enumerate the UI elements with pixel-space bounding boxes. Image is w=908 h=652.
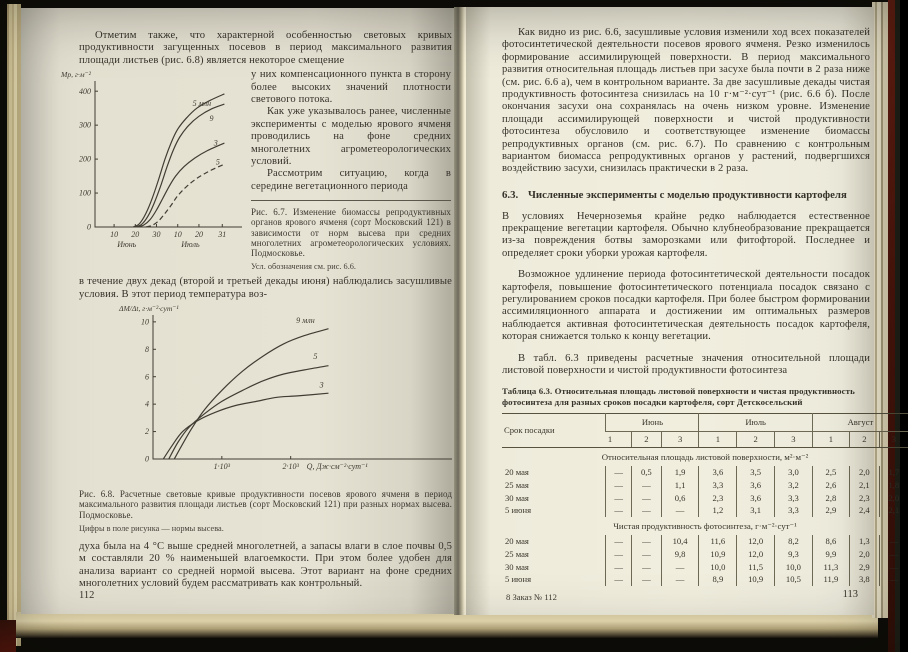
series-label: 5 [215,157,220,167]
page-gutter [454,7,466,615]
fig-6-7 [57,69,251,271]
table-cell: — [632,573,662,586]
table-decade-header: 3 [775,431,813,448]
table-cell: 0,5 [632,466,662,479]
table-cell: — [661,573,699,586]
table-row-label: 30 мая [505,492,529,503]
table-cell: — [606,479,632,492]
fig-6-8-caption: Рис. 6.8. Расчетные световые кривые продуктивности посевов ярового ячменя в период максимального развития площади листьев (сорт Московский 121) при разных нормах высева. Подмосковье. [79,489,452,520]
fig68-svg [113,303,453,485]
table-cell: 10,0 [775,561,813,574]
table-decade-header: 1 [812,431,849,448]
table-cell: 10,0 [699,561,737,574]
table-cell: 2,0 [850,466,880,479]
table-section-row [502,448,908,466]
table-decade-header: 2 [632,431,662,448]
section-title: Численные эксперименты с моделью продуктивности картофеля [528,188,847,201]
table-cell: 2,1 [879,504,908,517]
fig-6-7-chart [57,69,251,261]
fig67-svg [57,69,243,261]
paragraph-drought-results: Как видно из рис. 6.6, засушливые условия изменили ход всех показателей фотосинтетической деятельности посевов ярового ячменя. Резко изменилось формирование ассимилирующей поверхности. В период максимального развития относительная площадь листьев при засухе была почти в 2 раза ниже (см. рис. 6.6 а), чем в контрольном варианте. За две засушливые декады чистая продуктивность фотосинтеза снизилась на 10 г·м⁻²·сут⁻¹ (рис. 6.6 б). После окончания засухи она сохранялась на очень низком уровне. Изменение площади ассимилирующей поверхности и чистой продуктивности фотосинтеза обусловило и соответствующее изменение биомассы репродуктивных органов (см. рис. 6.7). По сравнению с контрольным вариантом биомасса репродуктивных органов у растений, подвергшихся воздействию засухи, снизилась практически в 2 раза. [502,27,870,175]
table-cell: 10,5 [775,573,813,586]
paragraph-drought-decades: в течение двух декад (второй и третьей декады июня) наблюдались засушливые условия. В этот период температура воз- [79,276,452,300]
table-decade-header: 1 [606,431,632,448]
table-cell: 3,1 [737,504,775,517]
y-tick-label: 0 [87,222,91,232]
table-row [502,466,908,479]
fig-6-7-caption: Рис. 6.7. Изменение биомассы репродуктивных органов ярового ячменя (сорт Московский 121) в зависимости от норм высева при средних многолетних агрометеорологических условиях. Подмосковье. [251,200,451,258]
y-tick-label: 400 [79,86,91,96]
y-axis-label: ΔM/Δt, г·м⁻²·сут⁻¹ [119,304,179,314]
x-tick-label: 2·10³ [282,462,299,472]
x-tick-label: 31 [218,230,227,240]
table-cell: — [661,504,699,517]
page-number-112: 112 [79,590,95,601]
section-number: 6.3. [502,188,519,201]
x-month-label: Июнь [117,240,137,250]
table-cell: — [879,573,908,586]
table-cell: 1,2 [699,504,737,517]
table-section-title: Относительная площадь листовой поверхности, м²·м⁻² [601,452,809,463]
table-cell: — [632,479,662,492]
table-cell: 1,9 [661,466,699,479]
right-page-content [466,7,900,586]
table-month-header: Август [812,413,908,431]
series-label: 9 млн [296,316,315,326]
series-label: 9 [209,114,214,124]
y-tick-label: 100 [79,188,91,198]
table-6-3-title: Таблица 6.3. Относительная площадь листовой поверхности и чистая продуктивность фотосинтеза для разных сроков посадки картофеля, сорт Детскосельский [502,386,855,408]
y-tick-label: 300 [79,120,91,130]
table-cell: 10,9 [737,573,775,586]
table-cell: 11,3 [812,561,849,574]
axes [95,81,242,227]
table-cell: 1,1 [661,479,699,492]
section-heading-6-3 [502,189,870,202]
series-curve-5 [169,366,329,459]
table-row-label: 25 мая [505,548,529,559]
table-row [502,561,908,574]
left-page [21,8,454,614]
table-cell: 3,3 [699,479,737,492]
table-row [502,492,908,505]
table-cell: 9,3 [775,548,813,561]
paragraph-planting-dates: Возможное удлинение периода фотосинтетической деятельности посадок картофеля, повышение фотосинтетического потенциала посадок связано с регулированием сроков посадки картофеля. При более быстром формировании ассимиляционного аппарата и достижении им оптимальных размеров наблюдается активная фотосинтетическая деятельность посадок картофеля, которая снижается только к концу вегетации. [502,269,870,343]
table-cell: 3,3 [775,504,813,517]
table-cell: 3,6 [737,479,775,492]
table-cell: 3,5 [737,466,775,479]
series-curve-3 [163,393,328,459]
table-row [502,535,908,548]
table-body [502,448,908,586]
table-decade-header: 3 [879,431,908,448]
table-row-label: 20 мая [505,536,529,547]
table-cell: 1,8 [879,479,908,492]
paragraph-compensation-point: у них компенсационного пункта в сторону более высоких значений плотности светового потока. [251,69,451,105]
table-cell: — [606,535,632,548]
table-cell: 8,2 [775,535,813,548]
table-cell: 1,3 [850,535,880,548]
table-cell: — [879,561,908,574]
table-cell: 12,0 [737,535,775,548]
table-row-label: 5 июня [505,505,532,516]
x-month-label: Июль [181,240,200,250]
table-section-row [502,517,908,535]
table-cell: — [606,548,632,561]
paragraph-numeric-experiments: Как уже указывалось ранее, численные эксперименты с моделью ярового ячменя проводились на фоне средних многолетних агрометеорологических условий. [251,106,451,167]
table-month-header: Июль [699,413,812,431]
table-row-label: 5 июня [505,574,532,585]
x-tick-label: 20 [131,230,140,240]
table-cell: 3,2 [775,479,813,492]
table-row [502,479,908,492]
table-cell: 8,9 [699,573,737,586]
series-label: 3 [319,380,324,390]
table-decade-header: 3 [661,431,699,448]
table-cell: — [632,561,662,574]
table-cell: — [606,492,632,505]
y-tick-label: 6 [145,372,149,382]
table-col0-header: Срок посадки [502,413,606,447]
x-tick-label: 30 [152,230,161,240]
table-cell: 8,6 [812,535,849,548]
table-cell: 9,8 [661,548,699,561]
table-month-header: Июнь [606,413,699,431]
paragraph-control-variant: духа была на 4 °С выше средней многолетней, а запасы влаги в слое почвы 0,5 м составляли 20 % наименьшей влагоемкости. При этом более удобен для анализа вариант со средней нормой высева. Этот вариант на фоне средних многолетних условий будем рассматривать как контрольный. [79,540,452,590]
table-row-label: 30 мая [505,561,529,572]
figure-6-7-row [21,69,454,271]
table-row [502,573,908,586]
table-cell: 11,6 [699,535,737,548]
y-tick-label: 0 [145,454,149,464]
table-decade-header: 2 [850,431,880,448]
y-tick-label: 200 [79,154,91,164]
left-page-right-column [251,69,451,271]
paragraph-potato-vegetation: В условиях Нечерноземья крайне редко наблюдается естественное прекращение вегетации картофеля. Обычно клубнеобразование прекращается из-за повреждения ботвы заморозками или фитофторой. Последнее и определяет сроки уборки урожая картофеля. [502,210,870,259]
book-bottom-page-edges [16,612,878,638]
fig-6-8-note: Цифры в поле рисунка — нормы высева. [79,523,224,533]
table-cell: 2,9 [850,561,880,574]
table-cell: — [879,535,908,548]
series-label: 5 [313,351,318,361]
y-tick-label: 2 [145,427,149,437]
table-cell: — [879,548,908,561]
y-tick-label: 10 [141,317,149,327]
x-tick-label: 1·10³ [213,462,231,472]
table-cell: 11,9 [812,573,849,586]
table-cell: 1,7 [879,466,908,479]
table-cell: — [632,548,662,561]
table-cell: 2,6 [812,479,849,492]
table-cell: — [606,504,632,517]
table-cell: 2,3 [850,492,880,505]
table-row [502,504,908,517]
y-tick-label: 8 [145,344,149,354]
table-cell: — [632,492,662,505]
table-cell: 0,6 [661,492,699,505]
table-cell: 3,3 [775,492,813,505]
x-tick-label: 10 [110,230,119,240]
table-cell: 11,5 [737,561,775,574]
series-label: 3 [213,138,218,148]
paragraph-consider-situation: Рассмотрим ситуацию, когда в середине вегетационного периода [251,168,451,192]
table-cell: — [632,535,662,548]
fig-6-8 [113,303,454,485]
fig-6-7-note: Усл. обозначения см. рис. 6.6. [251,262,357,272]
fig-6-8-chart [113,303,454,485]
paragraph-light-curves: Отметим также, что характерной особенностью световых кривых продуктивности загущенных посевов в период максимального развития площади листьев (рис. 6.8) является некоторое смещение [79,30,452,66]
right-page [466,7,900,615]
table-cell: 12,0 [737,548,775,561]
table-cell: 3,0 [775,466,813,479]
table-cell: 2,3 [699,492,737,505]
table-6-3-header [502,413,908,447]
table-row-label: 20 мая [505,467,529,478]
page-number-113: 113 [842,589,858,600]
table-cell: 10,4 [661,535,699,548]
x-axis-label: Q, Дж·см⁻²·сут⁻¹ [306,462,368,472]
series-curve-3 [137,143,224,227]
table-cell: 3,6 [699,466,737,479]
y-tick-label: 4 [145,399,149,409]
table-cell: — [606,573,632,586]
table-section-title: Чистая продуктивность фотосинтеза, г·м⁻²·сут⁻¹ [613,521,797,532]
table-cell: — [606,561,632,574]
x-tick-label: 20 [194,230,203,240]
x-tick-label: 10 [173,230,182,240]
table-decade-header: 1 [699,431,737,448]
table-cell: 2,8 [812,492,849,505]
table-cell: 2,4 [850,504,880,517]
y-axis-label: Мр, г·м⁻² [61,70,91,80]
series-label: 5 млн [192,99,212,109]
table-cell: — [632,504,662,517]
table-row-label: 25 мая [505,479,529,490]
table-cell: 2,0 [850,548,880,561]
table-cell: 2,5 [812,466,849,479]
table-decade-header: 2 [737,431,775,448]
series-curve-9-млн [174,329,328,459]
paragraph-table-intro: В табл. 6.3 приведены расчетные значения относительной площади листовой поверхности и чистой продуктивности фотосинтеза [502,352,870,376]
table-cell: 3,6 [737,492,775,505]
book-left-page-edges [7,4,21,646]
table-cell: — [606,466,632,479]
table-cell: 2,9 [812,504,849,517]
table-cell: 10,9 [699,548,737,561]
table-cell: 2,0 [879,492,908,505]
book-cover-corner [0,620,16,652]
table-cell: 3,8 [850,573,880,586]
table-cell: 2,1 [850,479,880,492]
table-cell: — [661,561,699,574]
table-6-3 [502,413,908,586]
table-row [502,548,908,561]
print-order-note: 8 Заказ № 112 [506,592,557,602]
table-cell: 9,9 [812,548,849,561]
